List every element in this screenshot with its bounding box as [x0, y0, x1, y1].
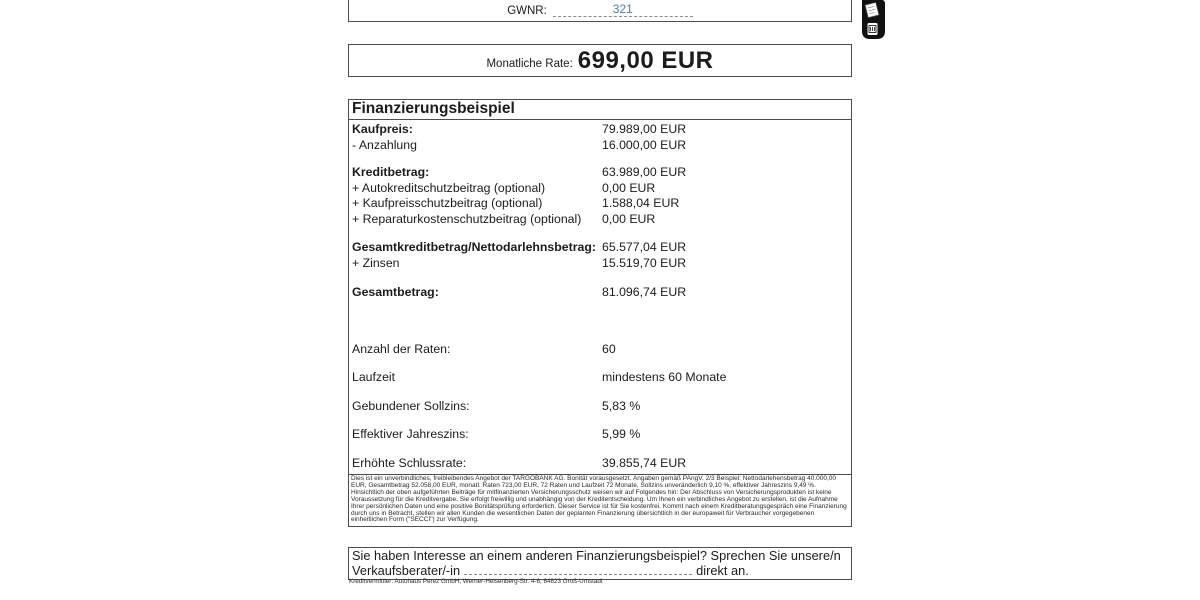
gwnr-label: GWNR: [507, 5, 547, 17]
credit-broker-footnote: Kreditvermittler: Autohaus Perez GmbH, Werner-Heisenberg-Str. 4-6, 64823 Groß-Umstadt [349, 578, 603, 585]
table-row: Laufzeit mindestens 60 Monate [352, 370, 727, 384]
monthly-rate-box [348, 44, 852, 77]
interest-line2 [352, 564, 848, 579]
table-row: Gesamtkreditbetrag/Nettodarlehnsbetrag: 65.577,04 EUR [352, 240, 687, 254]
table-row: + Kaufpreisschutzbeitrag (optional) 1.588,04 EUR [352, 196, 680, 210]
legal-fine-print: Dies ist ein unverbindliches, freibleibendes Angebot der TARGOBANK AG. Bonität vorausgesetzt. Angaben gemäß PAngV. 2/3 Beispiel: Nettodarlehensbetrag 40.000,00 EUR, Gesamtbetrag 52.058,00 EUR, monatl. Raten 723,00 EUR, 72 Raten und Laufzeit 72 Monate, Sollzins unveränderlich 9,10 %, effektiver Jahreszins 9,49 %. Hinsichtlich der oben aufgeführten Beiträge für mitfinanzierten Versicherungsschutz weisen wir auf Folgendes hin: Der Abschluss von Versicherungsprodukten ist keine Voraussetzung für die Kreditvergabe. Sie erfolgt freiwillig und unabhängig von der Kreditentscheidung. Um Ihnen ein verbindliches Angebot zu erstellen, ist die Aufnahme Ihrer persönlichen Daten und eine positive Bonitätsprüfung erforderlich. Dieser Service ist für Sie kostenfrei. Kommt nach einem Kreditberatungsgespräch eine Finanzierung durch uns in Betracht, stellen wir allen Kunden die wesentlichen Daten der geplanten Finanzierung übersichtlich in der europaweit für Verbraucher vorgegebenen einheitlichen Form ("SECCI") zur Verfügung. [349, 474, 851, 526]
table-row: Gesamtbetrag: 81.096,74 EUR [352, 285, 687, 299]
gwnr-box [348, 0, 852, 22]
document-and-bin-badge-icon[interactable] [858, 0, 886, 40]
table-row: + Autokreditschutzbeitrag (optional) 0,00 EUR [352, 180, 656, 195]
table-row: + Zinsen 15.519,70 EUR [352, 255, 687, 270]
gwnr-input-field[interactable]: 321 [553, 3, 693, 17]
interest-box [348, 547, 852, 580]
table-row: Kreditbetrag: 63.989,00 EUR [352, 165, 687, 179]
monthly-rate-label: Monatliche Rate: [486, 57, 573, 70]
table-row: Erhöhte Schlussrate: 39.855,74 EUR [352, 455, 687, 470]
financing-example-title: Finanzierungsbeispiel [349, 100, 851, 120]
interest-line1: Sie haben Interesse an einem anderen Finanzierungsbeispiel? Sprechen Sie unsere/n [352, 548, 841, 563]
table-row: Anzahl der Raten: 60 [352, 341, 616, 356]
table-row: Gebundener Sollzins: 5,83 % [352, 398, 641, 413]
financing-example-box [348, 99, 852, 527]
table-row: + Reparaturkostenschutzbeitrag (optional) 0,00 EUR [352, 211, 656, 226]
monthly-rate-value: 699,00 EUR [577, 46, 714, 74]
table-row: Effektiver Jahreszins: 5,99 % [352, 427, 641, 441]
interest-line2-suffix: direkt an. [696, 562, 749, 578]
table-row: Kaufpreis: 79.989,00 EUR [352, 122, 687, 136]
financing-table [349, 120, 851, 471]
table-row: - Anzahlung 16.000,00 EUR [352, 137, 687, 152]
sales-advisor-label: Verkaufsberater/-in [352, 562, 461, 578]
sales-advisor-blank-field[interactable] [464, 564, 692, 575]
